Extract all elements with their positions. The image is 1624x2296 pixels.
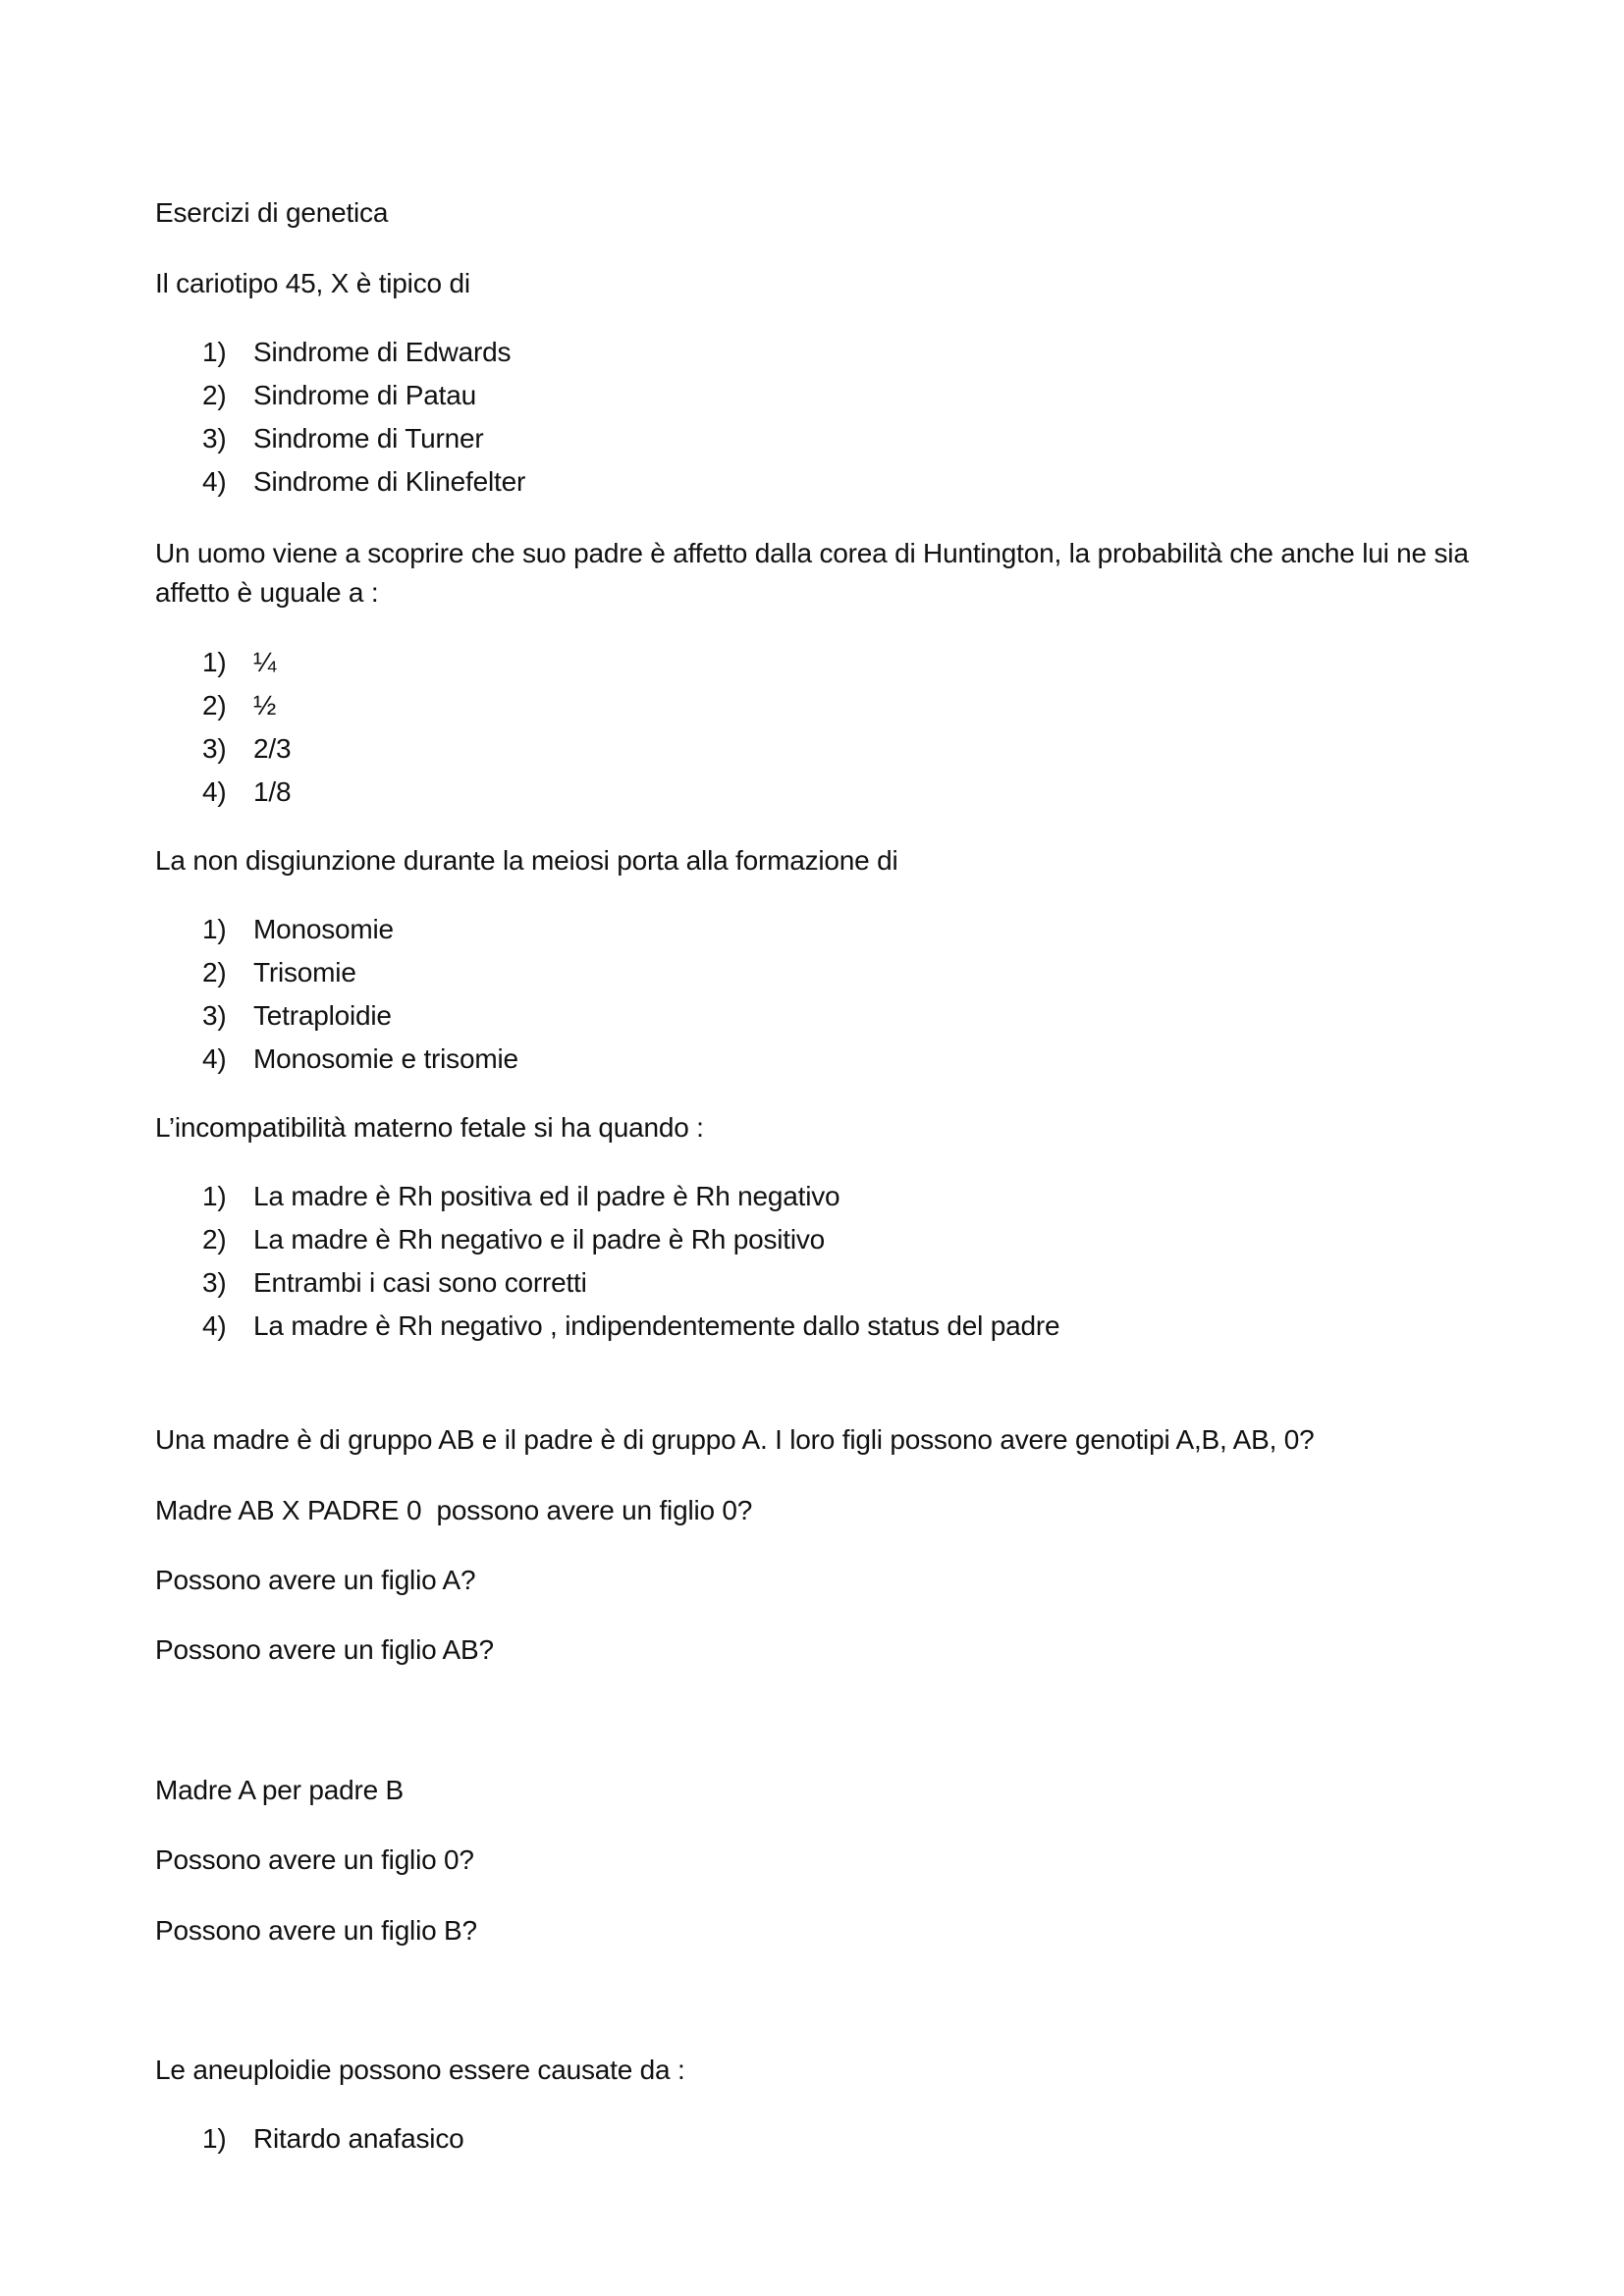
q2-option-1: ¼ [253, 647, 277, 677]
blood-question-7: Possono avere un figlio B? [155, 1915, 477, 1946]
q4-option-4-number: 4) [202, 1310, 227, 1341]
q3-option-4: Monosomie e trisomie [253, 1043, 518, 1074]
q4-option-2-number: 2) [202, 1224, 227, 1255]
q4-option-3-number: 3) [202, 1267, 227, 1298]
q2-option-3: 2/3 [253, 733, 292, 764]
blood-question-4: Possono avere un figlio AB? [155, 1634, 494, 1665]
question-2: Un uomo viene a scoprire che suo padre è affetto dalla corea di Huntington, la probabilità che anche lui ne sia affetto è uguale a : [155, 538, 1469, 608]
q3-option-3-number: 3) [202, 1000, 227, 1031]
q4-option-3: Entrambi i casi sono corretti [253, 1267, 587, 1298]
q4-option-1-number: 1) [202, 1181, 227, 1211]
blood-question-5: Madre A per padre B [155, 1775, 405, 1805]
q3-option-1-number: 1) [202, 914, 227, 944]
q1-option-2: Sindrome di Patau [253, 380, 476, 410]
q5-option-1: Ritardo anafasico [253, 2123, 464, 2154]
q3-option-4-number: 4) [202, 1043, 227, 1074]
question-4: L’incompatibilità materno fetale si ha quando : [155, 1112, 704, 1143]
q4-option-1: La madre è Rh positiva ed il padre è Rh negativo [253, 1181, 840, 1211]
question-5: Le aneuploidie possono essere causate da : [155, 2055, 685, 2085]
blood-question-3: Possono avere un figlio A? [155, 1565, 476, 1595]
q2-option-1-number: 1) [202, 647, 227, 677]
q1-option-1-number: 1) [202, 337, 227, 367]
q1-option-2-number: 2) [202, 380, 227, 410]
q3-option-2-number: 2) [202, 957, 227, 988]
q2-option-2-number: 2) [202, 690, 227, 721]
q1-option-3: Sindrome di Turner [253, 423, 484, 454]
question-3: La non disgiunzione durante la meiosi porta alla formazione di [155, 845, 898, 876]
q1-option-4-number: 4) [202, 466, 227, 497]
q1-option-1: Sindrome di Edwards [253, 337, 512, 367]
q5-option-1-number: 1) [202, 2123, 227, 2154]
q4-option-4: La madre è Rh negativo , indipendentemente dallo status del padre [253, 1310, 1060, 1341]
q3-option-2: Trisomie [253, 957, 356, 988]
q1-option-3-number: 3) [202, 423, 227, 454]
blood-question-2: Madre AB X PADRE 0 possono avere un figlio 0? [155, 1495, 753, 1525]
q3-option-1: Monosomie [253, 914, 394, 944]
q1-option-4: Sindrome di Klinefelter [253, 466, 526, 497]
q2-option-4-number: 4) [202, 776, 227, 807]
blood-question-6: Possono avere un figlio 0? [155, 1844, 474, 1875]
document-title: Esercizi di genetica [155, 197, 389, 228]
q2-option-3-number: 3) [202, 733, 227, 764]
question-1: Il cariotipo 45, X è tipico di [155, 268, 470, 298]
q2-option-2: ½ [253, 690, 277, 721]
q4-option-2: La madre è Rh negativo e il padre è Rh positivo [253, 1224, 826, 1255]
blood-question-1: Una madre è di gruppo AB e il padre è di gruppo A. I loro figli possono avere genotipi A,B, AB, 0? [155, 1424, 1315, 1455]
q3-option-3: Tetraploidie [253, 1000, 392, 1031]
q2-option-4: 1/8 [253, 776, 292, 807]
